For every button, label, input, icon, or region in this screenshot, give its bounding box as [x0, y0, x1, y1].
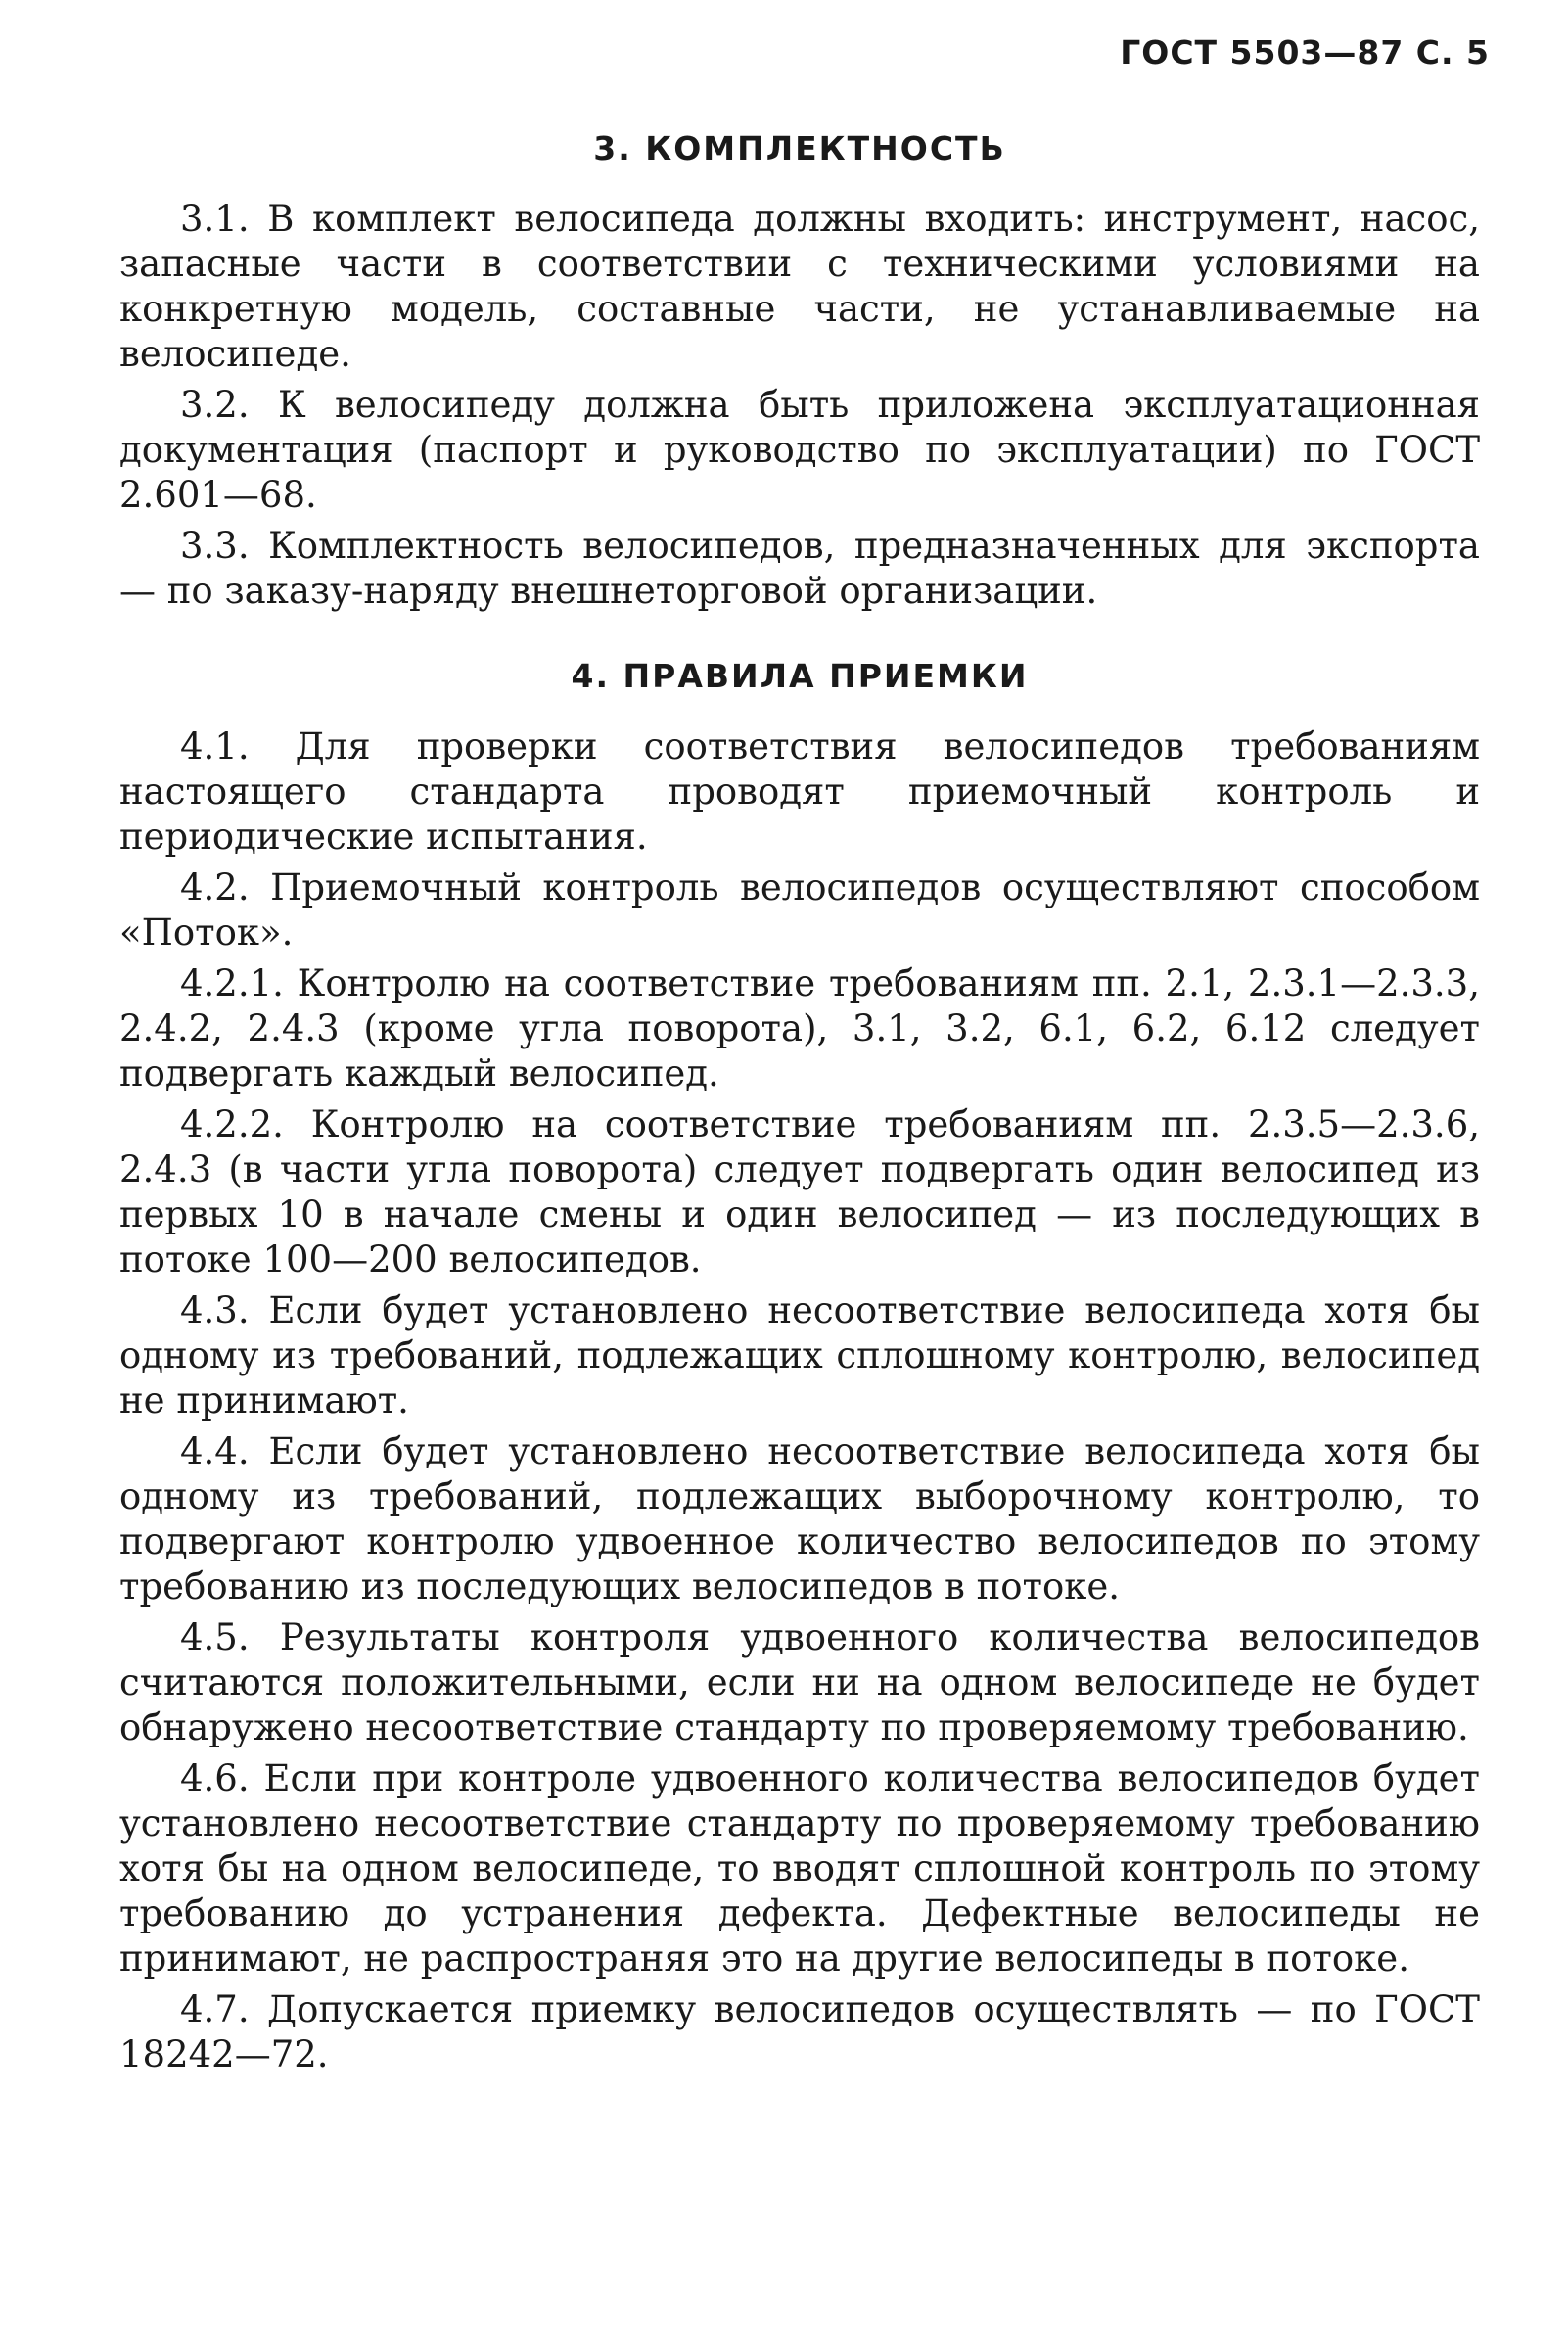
paragraph-4-6: 4.6. Если при контроле удвоенного количества велосипедов будет установлено несоответствие стандарту по проверяемому требованию хотя бы на одном велосипеде, то вводят сплошной контроль по этому требованию до устранения дефекта. Дефектные велосипеды не принимают, не распространяя это на другие велосипеды в потоке. [119, 1757, 1480, 1980]
section-acceptance-rules [119, 657, 1480, 2077]
paragraph-4-1: 4.1. Для проверки соответствия велосипедов требованиям настоящего стандарта проводят приемочный контроль и периодические испытания. [119, 725, 1480, 858]
paragraph-4-2-2: 4.2.2. Контролю на соответствие требованиям пп. 2.3.5—2.3.6, 2.4.3 (в части угла поворота) следует подвергать один велосипед из первых 10 в начале смены и один велосипед — из последующих в потоке 100—200 велосипедов. [119, 1103, 1480, 1281]
paragraph-3-2: 3.2. К велосипеду должна быть приложена эксплуатационная документация (паспорт и руководство по эксплуатации) по ГОСТ 2.601—68. [119, 384, 1480, 516]
section-completeness [119, 129, 1480, 614]
section-title: 4. ПРАВИЛА ПРИЕМКИ [571, 657, 1029, 695]
paragraph-3-3: 3.3. Комплектность велосипедов, предназначенных для экспорта — по заказу-наряду внешнеторговой организации. [119, 525, 1480, 612]
document-body [119, 117, 1480, 2083]
paragraph-4-2-1: 4.2.1. Контролю на соответствие требованиям пп. 2.1, 2.3.1—2.3.3, 2.4.2, 2.4.3 (кроме угла поворота), 3.1, 3.2, 6.1, 6.2, 6.12 следует подвергать каждый велосипед. [119, 962, 1480, 1095]
paragraph-4-3: 4.3. Если будет установлено несоответствие велосипеда хотя бы одному из требований, подлежащих сплошному контролю, велосипед не принимают. [119, 1289, 1480, 1421]
paragraph-4-2: 4.2. Приемочный контроль велосипедов осуществляют способом «Поток». [119, 866, 1480, 954]
paragraph-3-1: 3.1. В комплект велосипеда должны входить: инструмент, насос, запасные части в соответствии с техническими условиями на конкретную модель, составные части, не устанавливаемые на велосипеде. [119, 198, 1480, 375]
paragraph-4-5: 4.5. Результаты контроля удвоенного количества велосипедов считаются положительными, если ни на одном велосипеде не будет обнаружено несоответствие стандарту по проверяемому требованию. [119, 1616, 1480, 1748]
paragraph-4-4: 4.4. Если будет установлено несоответствие велосипеда хотя бы одному из требований, подлежащих выборочному контролю, то подвергают контролю удвоенное количество велосипедов по этому требованию из последующих велосипедов в потоке. [119, 1430, 1480, 1607]
paragraph-4-7: 4.7. Допускается приемку велосипедов осуществлять — по ГОСТ 18242—72. [119, 1988, 1480, 2075]
section-title: 3. КОМПЛЕКТНОСТЬ [593, 129, 1006, 167]
page-header: ГОСТ 5503—87 С. 5 [1120, 33, 1490, 71]
